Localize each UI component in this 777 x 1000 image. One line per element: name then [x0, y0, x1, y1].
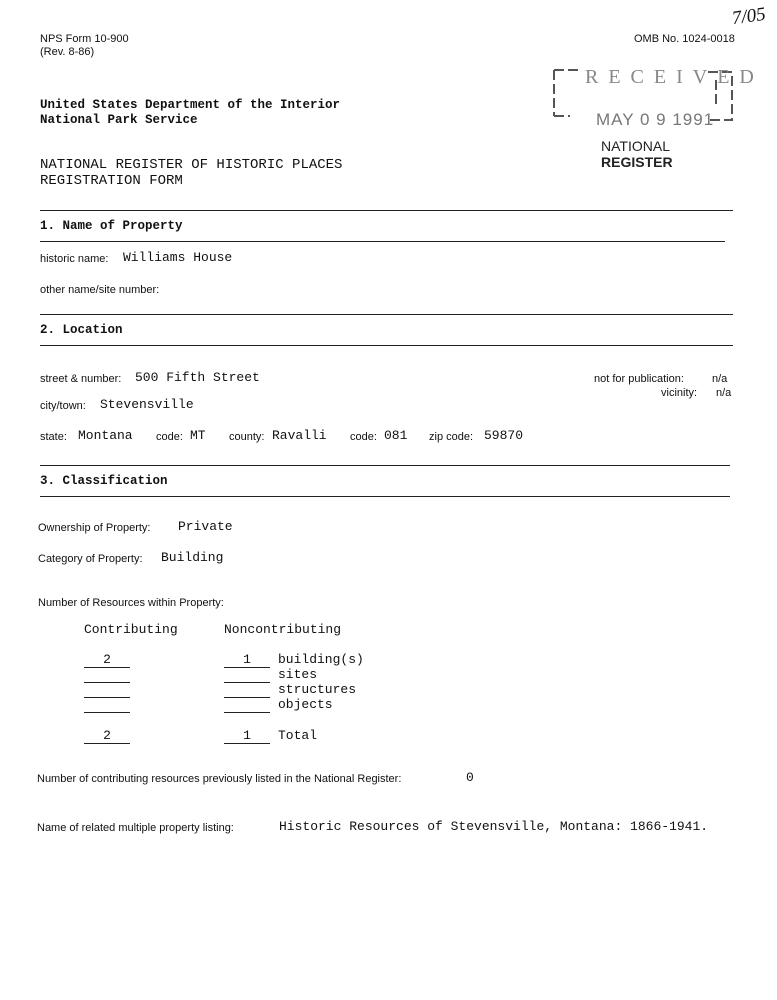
contributing-total-blank	[84, 743, 130, 744]
form-title-line1: NATIONAL REGISTER OF HISTORIC PLACES	[40, 157, 343, 173]
vicinity-value: n/a	[716, 387, 732, 399]
stamp-register: REGISTER	[601, 154, 673, 170]
department-name: United States Department of the Interior	[40, 98, 341, 112]
stamp-received-text: RECEIVED	[585, 66, 764, 88]
state-label: state:	[40, 431, 67, 443]
form-revision: (Rev. 8-86)	[40, 46, 95, 58]
state-code-label: code:	[156, 431, 183, 443]
other-name-label: other name/site number:	[40, 284, 160, 296]
county-code-value: 081	[384, 428, 408, 443]
omb-number: OMB No. 1024-0018	[634, 33, 735, 45]
contributing-blank	[84, 682, 130, 683]
ownership-value: Private	[178, 519, 233, 534]
not-for-publication-label: not for publication:	[594, 373, 684, 385]
stamp-date: MAY 0 9 1991	[596, 110, 715, 129]
zip-label: zip code:	[429, 431, 474, 443]
contributing-count: 2	[103, 652, 111, 667]
street-value: 500 Fifth Street	[135, 370, 260, 385]
street-label: street & number:	[40, 373, 122, 385]
historic-name-label: historic name:	[40, 253, 109, 265]
ownership-label: Ownership of Property:	[38, 522, 151, 534]
resource-type-label: objects	[278, 697, 333, 712]
stamp-national: NATIONAL	[601, 138, 670, 154]
historic-name-value: Williams House	[123, 250, 233, 265]
noncontributing-blank	[224, 667, 270, 668]
zip-value: 59870	[484, 428, 524, 443]
city-value: Stevensville	[100, 397, 194, 412]
not-for-publication-value: n/a	[712, 373, 728, 385]
section2-heading: 2. Location	[40, 323, 123, 337]
resource-type-label: structures	[278, 682, 357, 697]
category-label: Category of Property:	[38, 553, 143, 565]
section1-top-rule	[40, 210, 733, 211]
resource-type-label: sites	[278, 667, 318, 682]
section1-heading-rule	[40, 241, 725, 242]
form-title-line2: REGISTRATION FORM	[40, 173, 183, 189]
noncontributing-blank	[224, 682, 270, 683]
service-name: National Park Service	[40, 113, 198, 127]
section1-heading: 1. Name of Property	[40, 219, 183, 233]
contributing-blank	[84, 712, 130, 713]
resources-label: Number of Resources within Property:	[38, 597, 224, 609]
noncontributing-total: 1	[243, 728, 251, 743]
city-label: city/town:	[40, 400, 86, 412]
resource-type-label: building(s)	[278, 652, 364, 667]
previously-listed-value: 0	[466, 770, 474, 785]
section2-top-rule	[40, 314, 733, 315]
noncontributing-total-blank	[224, 743, 270, 744]
noncontributing-blank	[224, 697, 270, 698]
handwritten-mark: 7/05	[730, 3, 768, 30]
contributing-blank	[84, 697, 130, 698]
noncontributing-column-header: Noncontributing	[224, 622, 342, 637]
previously-listed-label: Number of contributing resources previously listed in the National Register:	[37, 773, 402, 785]
contributing-total: 2	[103, 728, 111, 743]
form-number: NPS Form 10-900	[40, 33, 129, 45]
county-value: Ravalli	[272, 428, 327, 443]
noncontributing-count: 1	[243, 652, 251, 667]
section3-top-rule	[40, 465, 730, 466]
multiple-listing-value: Historic Resources of Stevensville, Montana: 1866-1941.	[279, 819, 709, 834]
contributing-column-header: Contributing	[84, 622, 178, 637]
county-label: county:	[229, 431, 265, 443]
total-label: Total	[278, 728, 318, 743]
state-value: Montana	[78, 428, 133, 443]
contributing-blank	[84, 667, 130, 668]
vicinity-label: vicinity:	[661, 387, 698, 399]
multiple-listing-label: Name of related multiple property listing:	[37, 822, 234, 834]
state-code-value: MT	[190, 428, 206, 443]
section3-heading-rule	[40, 496, 730, 497]
county-code-label: code:	[350, 431, 377, 443]
section2-heading-rule	[40, 345, 733, 346]
noncontributing-blank	[224, 712, 270, 713]
category-value: Building	[161, 550, 224, 565]
section3-heading: 3. Classification	[40, 474, 168, 488]
